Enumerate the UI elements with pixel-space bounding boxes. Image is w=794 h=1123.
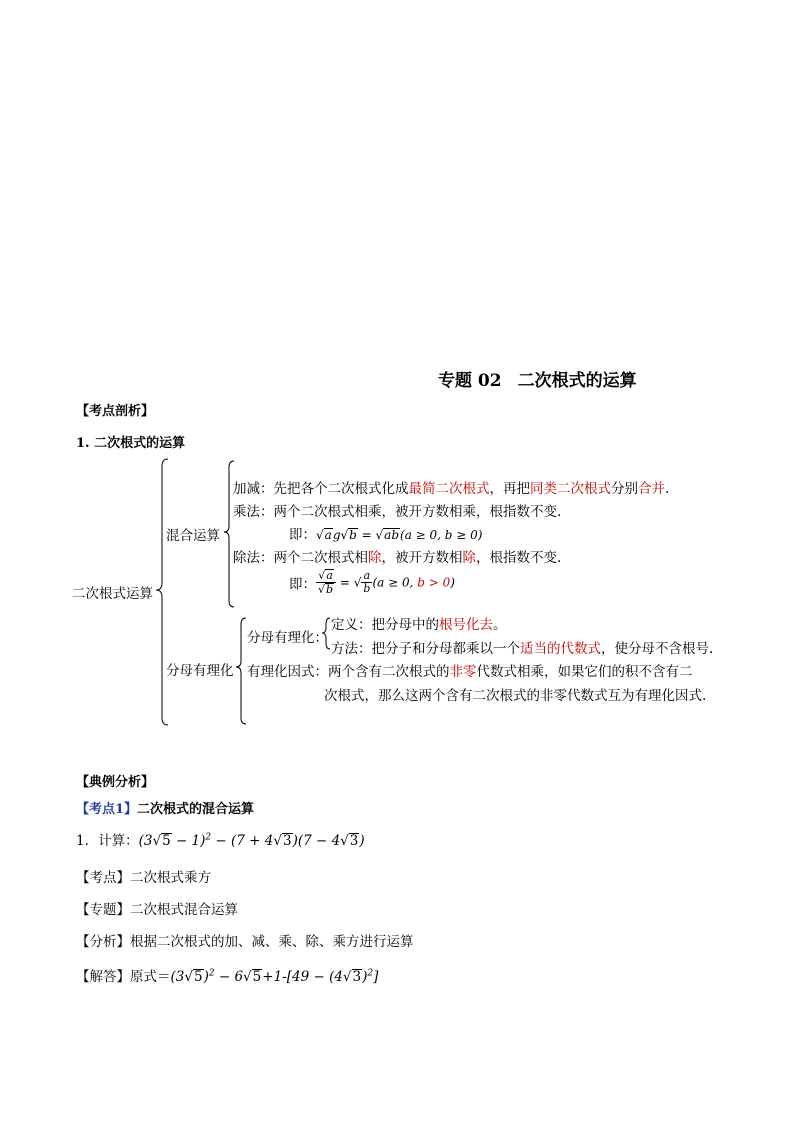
rat-factor-line2: 次根式，那么这两个含有二次根式的非零代数式互为有理化因式.	[324, 688, 707, 704]
rat-factor-line1: 有理化因式：两个含有二次根式的非零代数式相乘，如果它们的积不含有二	[247, 664, 693, 680]
zhuanti: 【专题】二次根式混合运算	[76, 902, 238, 918]
div-formula: 即： $\frac{√a}{√b}$ = √ $\frac{a}{b}$ (a ≥ 0, b > 0)	[289, 569, 455, 597]
section-examples: 【典例分析】	[76, 775, 155, 790]
example-tag: 【考点1】二次根式的混合运算	[76, 802, 255, 817]
jieda: 【解答】原式$=(3√5)^2 - 6√5+1-[49 - (4√3)^2]$	[76, 968, 379, 985]
section-point1: 1. 二次根式的运算	[76, 436, 186, 451]
mul-rule: 乘法：两个二次根式相乘，被开方数相乘，根指数不变.	[233, 504, 562, 520]
section-analysis: 【考点剖析】	[76, 404, 155, 419]
div-rule: 除法：两个二次根式相除，被开方数相除，根指数不变.	[233, 550, 562, 566]
kaodian: 【考点】二次根式乘方	[76, 870, 211, 886]
tree-mixed: 混合运算	[166, 528, 220, 544]
tree-root: 二次根式运算	[72, 586, 153, 602]
title-prefix: 专题 02	[438, 371, 502, 391]
question-1: 1．计算：$(3√5 - 1)^2 - (7 + 4√3)(7 - 4√3)$	[76, 832, 365, 849]
tree-rational: 分母有理化	[166, 663, 234, 679]
rat-sub: 分母有理化：	[247, 630, 328, 646]
rat-def: 定义：把分母中的根号化去。	[331, 617, 507, 633]
title-main: 二次根式的运算	[517, 371, 637, 391]
add-rule: 加减：先把各个二次根式化成最简二次根式，再把同类二次根式分别合并.	[233, 481, 670, 497]
fenxi: 【分析】根据二次根式的加、减、乘、除、乘方进行运算	[76, 934, 414, 950]
rat-method: 方法：把分子和分母都乘以一个适当的代数式，使分母不含根号.	[331, 641, 714, 657]
mul-formula: 即：√ag√b = √ab(a ≥ 0, b ≥ 0)	[289, 527, 483, 543]
